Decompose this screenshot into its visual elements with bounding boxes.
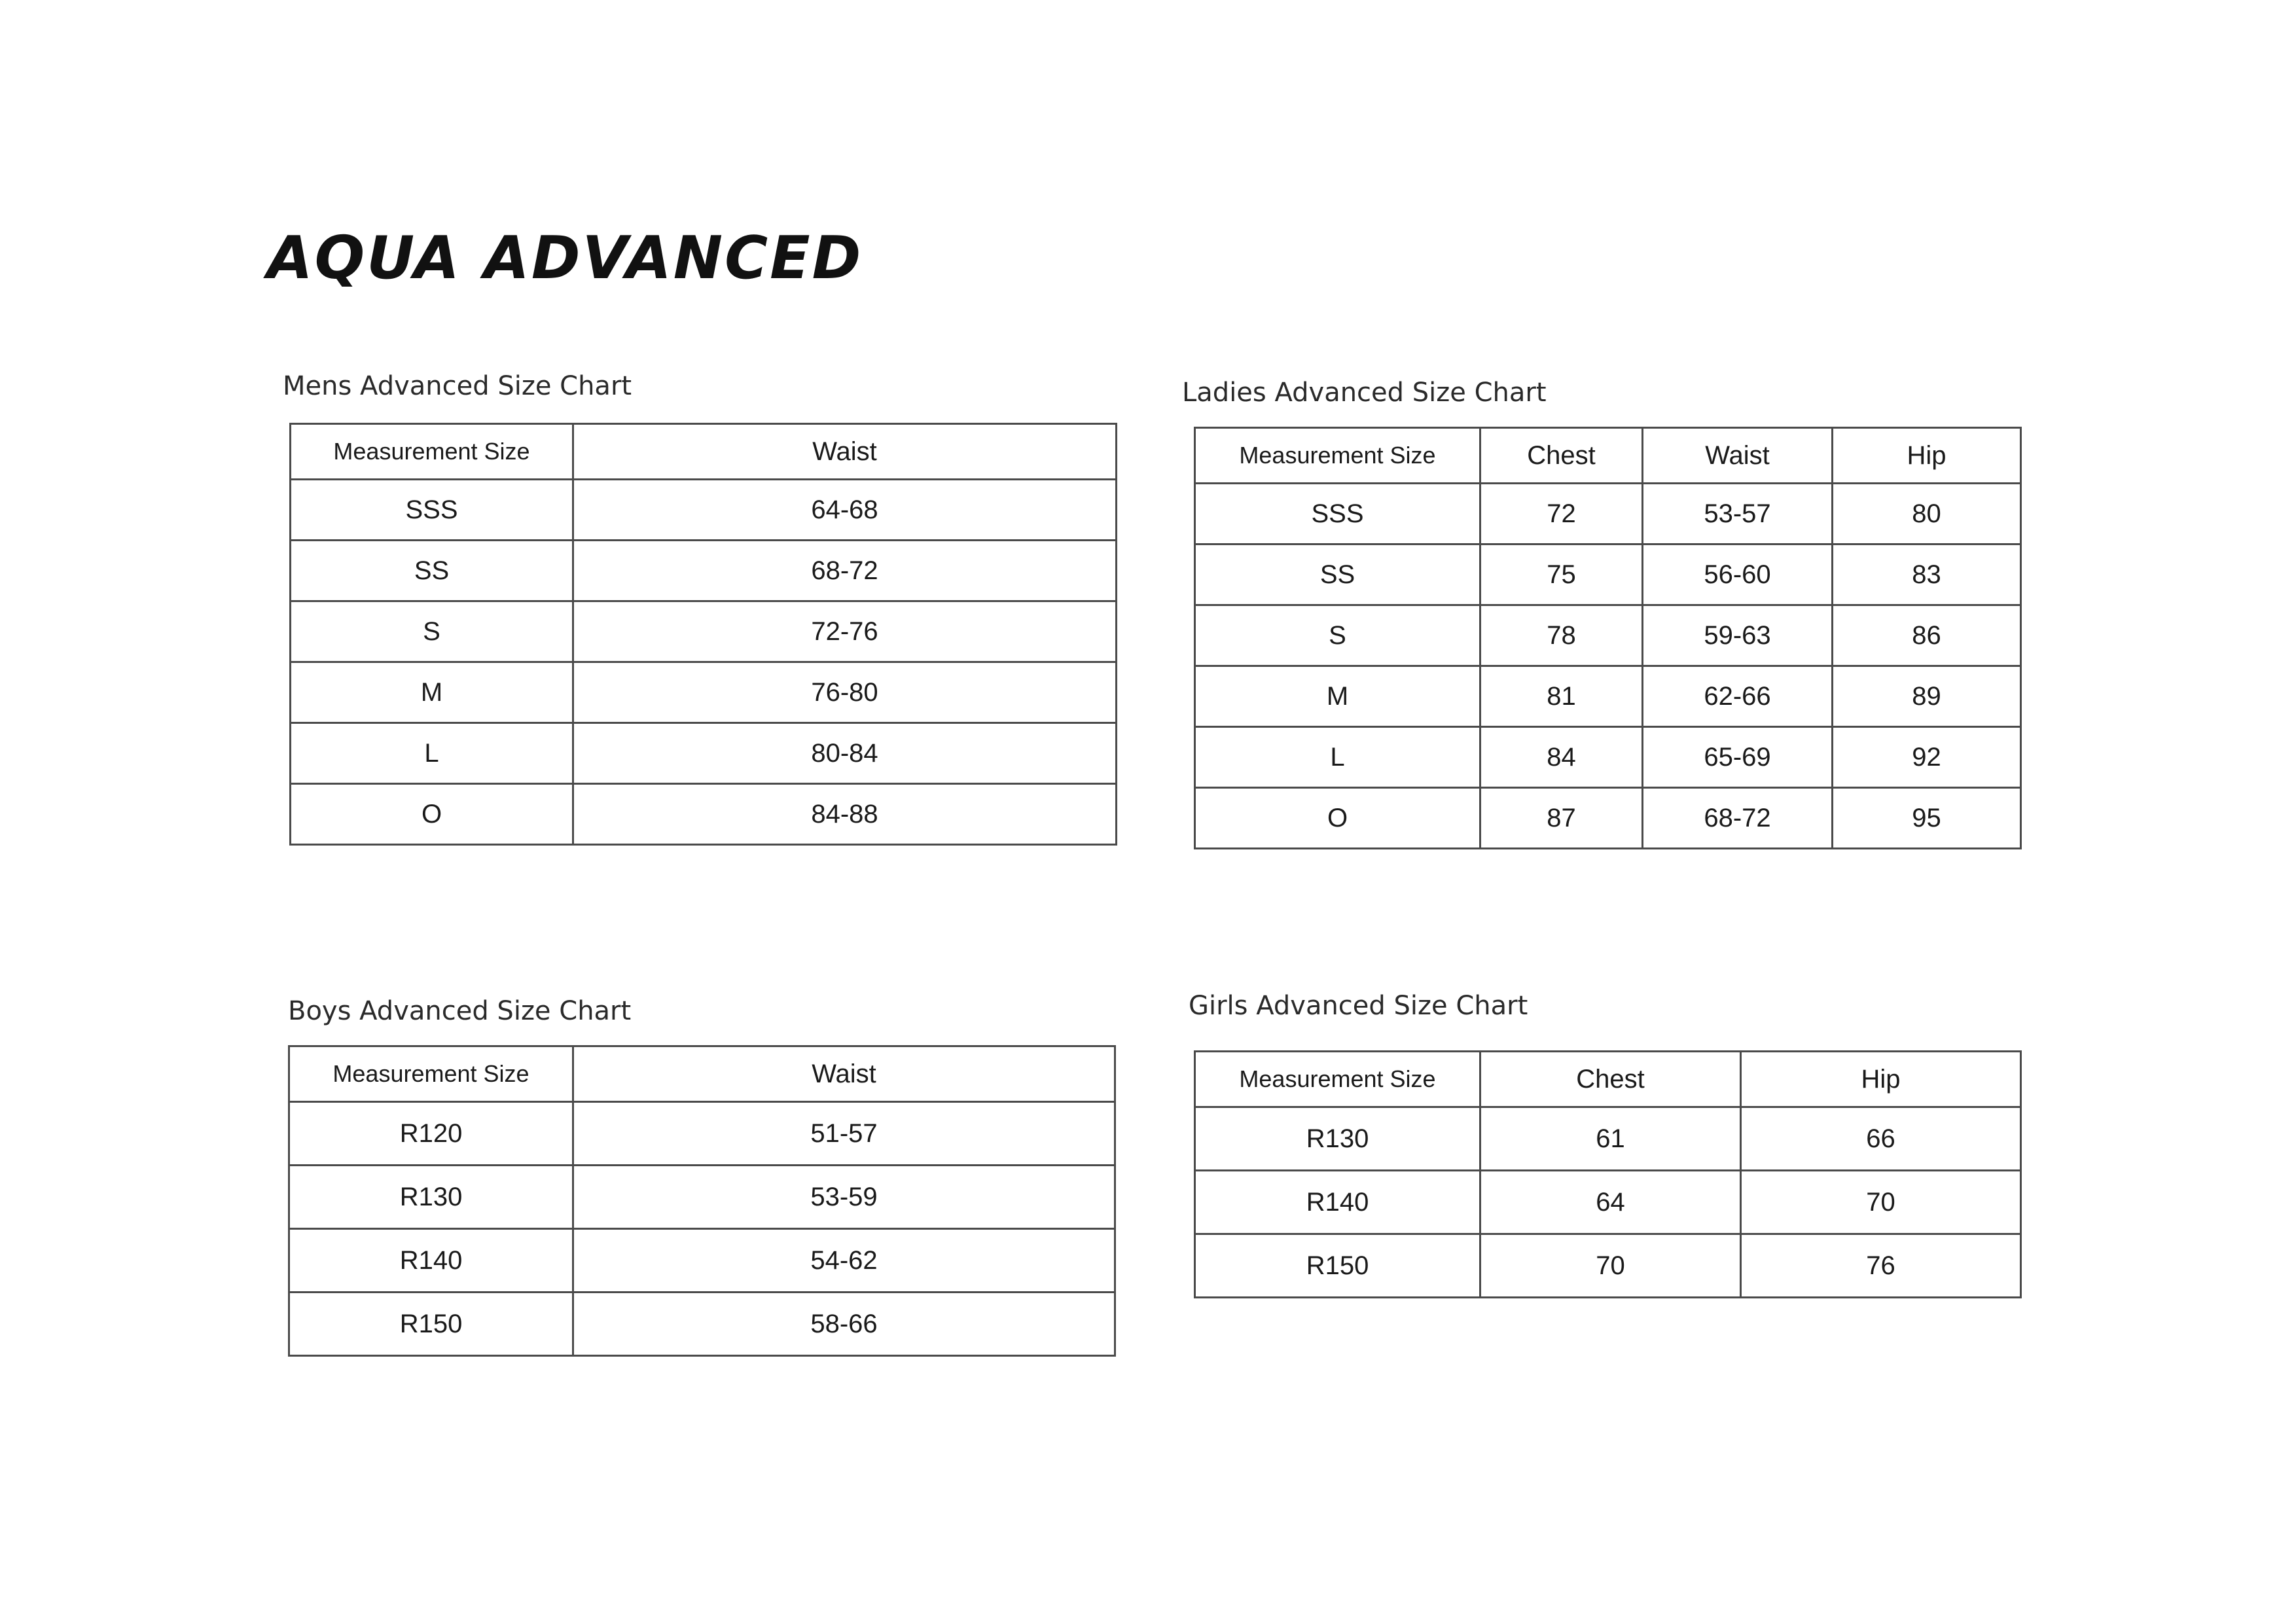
hip-cell: 80 <box>1833 484 2021 544</box>
size-cell: L <box>1195 727 1480 788</box>
size-cell: R140 <box>289 1229 573 1293</box>
waist-cell: 72-76 <box>573 601 1117 662</box>
hip-cell: 92 <box>1833 727 2021 788</box>
girls-chart-caption: Girls Advanced Size Chart <box>1189 991 1528 1021</box>
table-row <box>291 723 1117 784</box>
chest-cell: 87 <box>1480 788 1643 849</box>
waist-cell: 80-84 <box>573 723 1117 784</box>
waist-cell: 65-69 <box>1643 727 1833 788</box>
table-row <box>291 541 1117 601</box>
size-cell: M <box>291 662 573 723</box>
size-cell: R140 <box>1195 1171 1480 1234</box>
chest-cell: 78 <box>1480 605 1643 666</box>
waist-cell: 62-66 <box>1643 666 1833 727</box>
waist-cell: 54-62 <box>573 1229 1115 1293</box>
size-cell: R150 <box>289 1293 573 1356</box>
chest-cell: 84 <box>1480 727 1643 788</box>
table-header-row <box>1195 428 2021 484</box>
column-header: Hip <box>1741 1052 2021 1107</box>
size-cell: O <box>291 784 573 845</box>
chest-cell: 64 <box>1480 1171 1741 1234</box>
size-cell: R130 <box>289 1166 573 1229</box>
chest-cell: 70 <box>1480 1234 1741 1298</box>
hip-cell: 86 <box>1833 605 2021 666</box>
table-row <box>291 784 1117 845</box>
size-cell: R120 <box>289 1102 573 1166</box>
column-header: Chest <box>1480 1052 1741 1107</box>
waist-cell: 76-80 <box>573 662 1117 723</box>
waist-cell: 68-72 <box>1643 788 1833 849</box>
hip-cell: 95 <box>1833 788 2021 849</box>
table-row <box>291 601 1117 662</box>
size-cell: M <box>1195 666 1480 727</box>
size-cell: SSS <box>291 480 573 541</box>
column-header: Waist <box>573 1046 1115 1102</box>
mens-size-table <box>289 423 1117 846</box>
size-cell: SSS <box>1195 484 1480 544</box>
boys-size-table <box>288 1045 1116 1357</box>
girls-size-table <box>1194 1050 2022 1298</box>
table-row <box>1195 1171 2021 1234</box>
table-row <box>1195 788 2021 849</box>
column-header: Hip <box>1833 428 2021 484</box>
table-row <box>291 480 1117 541</box>
waist-cell: 59-63 <box>1643 605 1833 666</box>
waist-cell: 53-57 <box>1643 484 1833 544</box>
table-row <box>1195 666 2021 727</box>
table-header-row <box>289 1046 1115 1102</box>
chest-cell: 72 <box>1480 484 1643 544</box>
table-row <box>1195 484 2021 544</box>
hip-cell: 83 <box>1833 544 2021 605</box>
hip-cell: 66 <box>1741 1107 2021 1171</box>
table-row <box>289 1293 1115 1356</box>
size-cell: SS <box>291 541 573 601</box>
column-header: Measurement Size <box>289 1046 573 1102</box>
column-header: Chest <box>1480 428 1643 484</box>
waist-cell: 64-68 <box>573 480 1117 541</box>
waist-cell: 58-66 <box>573 1293 1115 1356</box>
size-cell: S <box>1195 605 1480 666</box>
column-header: Measurement Size <box>1195 1052 1480 1107</box>
waist-cell: 68-72 <box>573 541 1117 601</box>
size-cell: O <box>1195 788 1480 849</box>
mens-chart-caption: Mens Advanced Size Chart <box>283 371 632 401</box>
table-row <box>1195 605 2021 666</box>
size-cell: L <box>291 723 573 784</box>
hip-cell: 70 <box>1741 1171 2021 1234</box>
size-cell: SS <box>1195 544 1480 605</box>
page-title: AQUA ADVANCED <box>267 224 863 293</box>
waist-cell: 51-57 <box>573 1102 1115 1166</box>
chest-cell: 75 <box>1480 544 1643 605</box>
table-row <box>289 1102 1115 1166</box>
size-cell: S <box>291 601 573 662</box>
table-header-row <box>1195 1052 2021 1107</box>
waist-cell: 56-60 <box>1643 544 1833 605</box>
waist-cell: 84-88 <box>573 784 1117 845</box>
waist-cell: 53-59 <box>573 1166 1115 1229</box>
ladies-size-table <box>1194 427 2022 849</box>
column-header: Measurement Size <box>291 424 573 480</box>
table-row <box>1195 1234 2021 1298</box>
chest-cell: 61 <box>1480 1107 1741 1171</box>
table-row <box>289 1229 1115 1293</box>
hip-cell: 76 <box>1741 1234 2021 1298</box>
table-row <box>291 662 1117 723</box>
boys-chart-caption: Boys Advanced Size Chart <box>288 996 632 1026</box>
chest-cell: 81 <box>1480 666 1643 727</box>
column-header: Waist <box>1643 428 1833 484</box>
ladies-chart-caption: Ladies Advanced Size Chart <box>1182 378 1547 408</box>
table-row <box>1195 1107 2021 1171</box>
column-header: Measurement Size <box>1195 428 1480 484</box>
size-cell: R150 <box>1195 1234 1480 1298</box>
table-row <box>1195 544 2021 605</box>
table-row <box>289 1166 1115 1229</box>
hip-cell: 89 <box>1833 666 2021 727</box>
table-row <box>1195 727 2021 788</box>
column-header: Waist <box>573 424 1117 480</box>
size-cell: R130 <box>1195 1107 1480 1171</box>
table-header-row <box>291 424 1117 480</box>
